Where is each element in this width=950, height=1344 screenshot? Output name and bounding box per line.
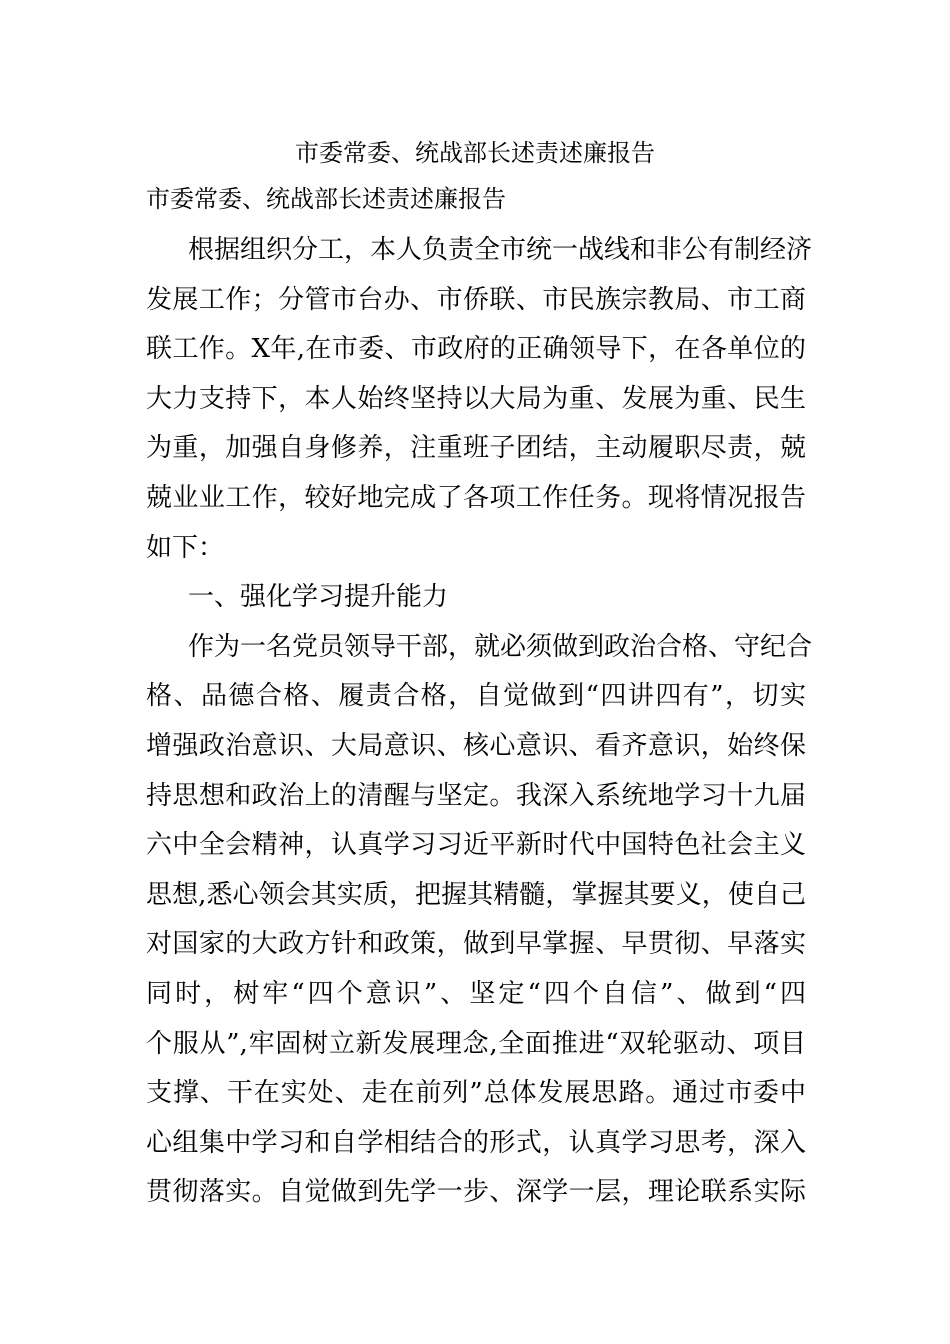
body-line: 对国家的大政方针和政策，做到早掌握、早贯彻、早落实 bbox=[146, 929, 806, 960]
body-line: 同时，树牢“四个意识”、坚定“四个自信”、做到“四 bbox=[146, 978, 806, 1009]
document-body bbox=[146, 226, 813, 1218]
section-heading: 一、强化学习提升能力 bbox=[188, 582, 449, 613]
body-line: 心组集中学习和自学相结合的形式，认真学习思考，深入 bbox=[146, 1127, 806, 1158]
body-line: 兢业业工作，较好地完成了各项工作任务。现将情况报告 bbox=[146, 482, 806, 513]
body-line: 如下： bbox=[146, 532, 225, 563]
document-subtitle: 市委常委、统战部长述责述廉报告 bbox=[146, 185, 506, 213]
body-line: 六中全会精神，认真学习习近平新时代中国特色社会主义 bbox=[146, 830, 806, 861]
body-line: 支撑、干在实处、走在前列”总体发展思路。通过市委中 bbox=[146, 1078, 806, 1109]
body-line: 增强政治意识、大局意识、核心意识、看齐意识，始终保 bbox=[146, 730, 806, 761]
body-line: 作为一名党员领导干部，就必须做到政治合格、守纪合 bbox=[188, 631, 813, 662]
body-line: 贯彻落实。自觉做到先学一步、深学一层，理论联系实际 bbox=[146, 1177, 806, 1208]
body-line: 格、品德合格、履责合格，自觉做到“四讲四有”，切实 bbox=[146, 681, 806, 712]
body-line: 联工作。X年,在市委、市政府的正确领导下，在各单位的 bbox=[146, 334, 806, 365]
body-line: 大力支持下，本人始终坚持以大局为重、发展为重、民生 bbox=[146, 383, 806, 414]
body-line: 发展工作；分管市台办、市侨联、市民族宗教局、市工商 bbox=[146, 284, 806, 315]
document-title: 市委常委、统战部长述责述廉报告 bbox=[295, 139, 655, 167]
body-line: 持思想和政治上的清醒与坚定。我深入系统地学习十九届 bbox=[146, 780, 806, 811]
body-line: 为重，加强自身修养，注重班子团结，主动履职尽责，兢 bbox=[146, 433, 806, 464]
body-line: 思想,悉心领会其实质，把握其精髓，掌握其要义，使自己 bbox=[146, 879, 806, 910]
body-line: 根据组织分工，本人负责全市统一战线和非公有制经济 bbox=[188, 235, 813, 265]
body-line: 个服从”,牢固树立新发展理念,全面推进“双轮驱动、项目 bbox=[146, 1028, 806, 1059]
